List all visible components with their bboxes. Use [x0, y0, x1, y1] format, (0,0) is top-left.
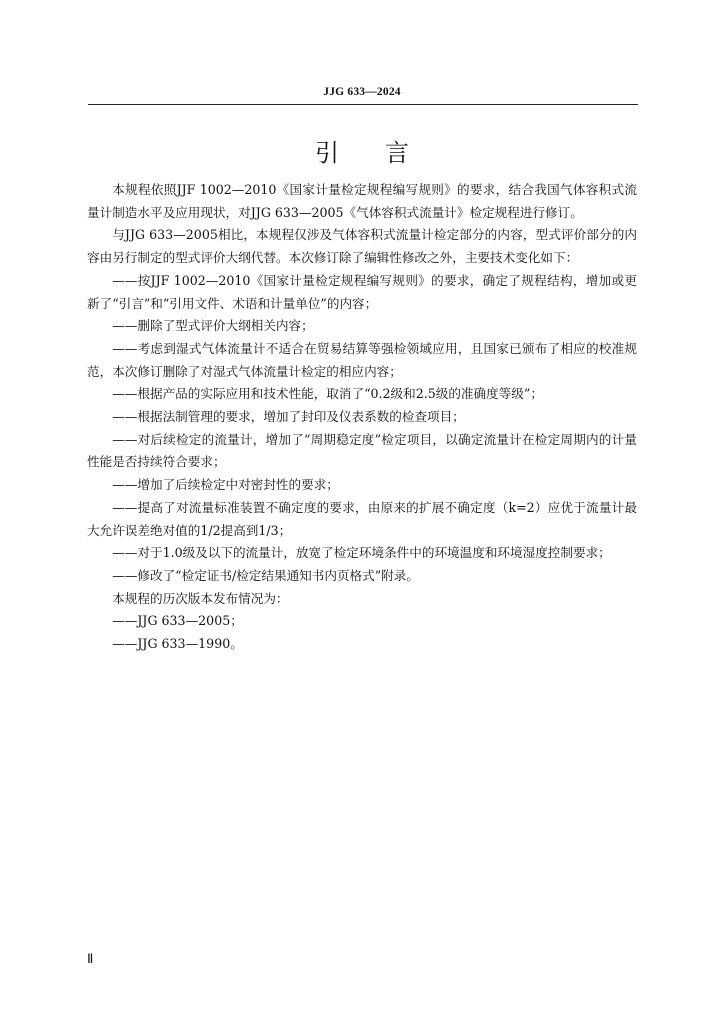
introduction-body [87, 179, 637, 656]
list-item: ——根据产品的实际应用和技术性能，取消了“0.2级和2.5级的准确度等级”； [112, 386, 543, 402]
list-item: ——提高了对流量标准装置不确定度的要求，由原来的扩展不确定度（k=2）应优于流量计最大允许误差绝对值的1/2提高到1/3； [87, 499, 637, 538]
list-item: ——JJG 633—1990。 [112, 636, 243, 652]
page-title: 引言 [315, 139, 455, 167]
paragraph: 与JJG 633—2005相比，本规程仅涉及气体容积式流量计检定部分的内容，型式评价部分的内容由另行制定的型式评价大纲代替。本次修订除了编辑性修改之外，主要技术变化如下： [87, 227, 637, 266]
list-item: ——对后续检定的流量计，增加了“周期稳定度”检定项目，以确定流量计在检定周期内的计量性能是否持续符合要求； [87, 431, 637, 470]
paragraph: 本规程依照JJF 1002—2010《国家计量检定规程编写规则》的要求，结合我国气体容积式流量计制造水平及应用现状，对JJG 633—2005《气体容积式流量计》检定规程进行修订。 [87, 182, 637, 220]
page-number: Ⅱ [87, 951, 94, 966]
document-code-header: JJG 633—2024 [323, 86, 401, 98]
list-item: ——考虑到湿式气体流量计不适合在贸易结算等强检领域应用，且国家已颁布了相应的校准规范，本次修订删除了对湿式气体流量计检定的相应内容； [87, 340, 637, 379]
list-item: ——修改了“检定证书/检定结果通知书内页格式”附录。 [112, 567, 419, 583]
list-item: ——删除了型式评价大纲相关内容； [112, 318, 314, 334]
list-item: ——对于1.0级及以下的流量计，放宽了检定环境条件中的环境温度和环境湿度控制要求； [112, 545, 611, 561]
header-rule [88, 104, 638, 105]
list-item: ——按JJF 1002—2010《国家计量检定规程编写规则》的要求，确定了规程结构，增加或更新了“引言”和“引用文件、术语和计量单位”的内容； [87, 272, 637, 311]
list-item: ——JJG 633—2005； [112, 613, 243, 629]
list-item: ——增加了后续检定中对密封性的要求； [112, 477, 339, 493]
paragraph: 本规程的历次版本发布情况为： [112, 590, 289, 606]
list-item: ——根据法制管理的要求，增加了封印及仪表系数的检查项目； [112, 409, 465, 425]
